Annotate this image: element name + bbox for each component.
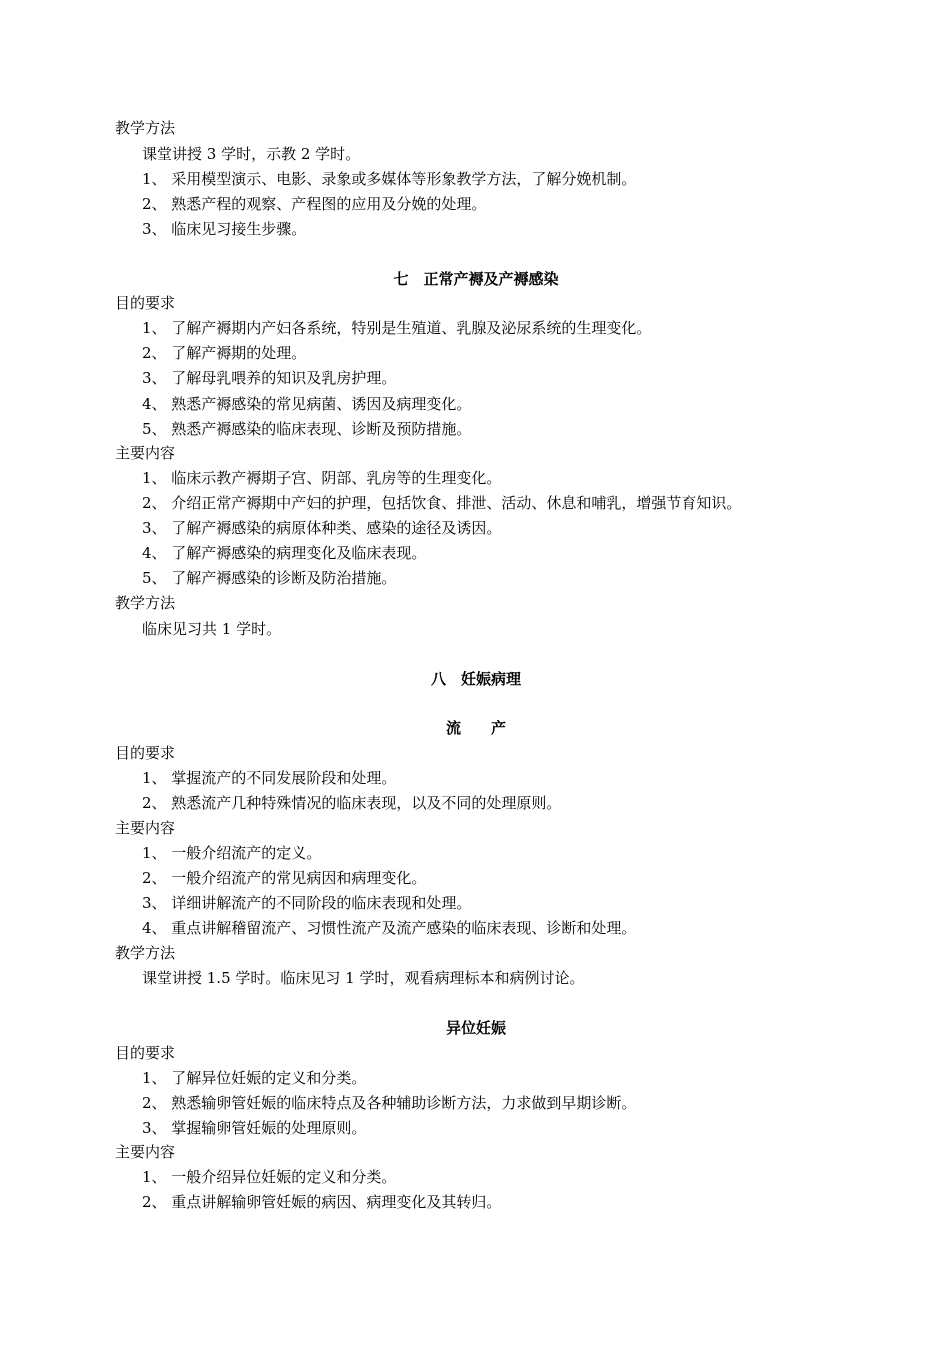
content-label: 主要内容 [115,444,176,462]
list-item: 2、 熟悉流产几种特殊情况的临床表现，以及不同的处理原则。 [142,794,562,812]
list-item: 2、 熟悉输卵管妊娠的临床特点及各种辅助诊断方法，力求做到早期诊断。 [142,1094,637,1112]
subsection-heading-ectopic: 异位妊娠 [445,1019,506,1037]
list-item: 3、 了解母乳喂养的知识及乳房护理。 [142,369,397,387]
teaching-hours-text: 课堂讲授 1.5 学时。临床见习 1 学时，观看病理标本和病例讨论。 [142,969,585,987]
goals-label: 目的要求 [115,294,176,312]
list-item: 3、 掌握输卵管妊娠的处理原则。 [142,1119,367,1137]
content-label: 主要内容 [115,819,176,837]
list-item: 1、 掌握流产的不同发展阶段和处理。 [142,769,397,787]
list-item: 4、 重点讲解稽留流产、习惯性流产及流产感染的临床表现、诊断和处理。 [142,919,637,937]
list-item: 4、 熟悉产褥感染的常见病菌、诱因及病理变化。 [142,395,472,413]
list-item: 1、 一般介绍流产的定义。 [142,844,322,862]
teaching-method-label: 教学方法 [115,594,176,612]
list-item: 1、 一般介绍异位妊娠的定义和分类。 [142,1168,397,1186]
list-item: 5、 了解产褥感染的诊断及防治措施。 [142,569,397,587]
list-item: 3、 了解产褥感染的病原体种类、感染的途径及诱因。 [142,519,502,537]
section-heading-8: 八 妊娠病理 [430,670,521,688]
list-item: 3、 临床见习接生步骤。 [142,220,307,238]
teaching-hours-text: 临床见习共 1 学时。 [142,620,282,638]
teaching-hours-text: 课堂讲授 3 学时，示教 2 学时。 [142,145,361,163]
teaching-method-label: 教学方法 [115,119,176,137]
goals-label: 目的要求 [115,1044,176,1062]
list-item: 1、 了解异位妊娠的定义和分类。 [142,1069,367,1087]
list-item: 1、 采用模型演示、电影、录象或多媒体等形象教学方法，了解分娩机制。 [142,170,637,188]
list-item: 2、 重点讲解输卵管妊娠的病因、病理变化及其转归。 [142,1193,502,1211]
teaching-method-label: 教学方法 [115,944,176,962]
list-item: 2、 了解产褥期的处理。 [142,344,307,362]
list-item: 4、 了解产褥感染的病理变化及临床表现。 [142,544,427,562]
list-item: 5、 熟悉产褥感染的临床表现、诊断及预防措施。 [142,420,472,438]
content-label: 主要内容 [115,1143,176,1161]
list-item: 2、 熟悉产程的观察、产程图的应用及分娩的处理。 [142,195,487,213]
section-heading-7: 七 正常产褥及产褥感染 [393,270,559,288]
list-item: 3、 详细讲解流产的不同阶段的临床表现和处理。 [142,894,472,912]
subsection-heading-abortion: 流 产 [445,719,506,737]
list-item: 1、 了解产褥期内产妇各系统，特别是生殖道、乳腺及泌尿系统的生理变化。 [142,319,652,337]
list-item: 2、 一般介绍流产的常见病因和病理变化。 [142,869,427,887]
list-item: 2、 介绍正常产褥期中产妇的护理，包括饮食、排泄、活动、休息和哺乳，增强节育知识。 [142,494,742,512]
goals-label: 目的要求 [115,744,176,762]
list-item: 1、 临床示教产褥期子宫、阴部、乳房等的生理变化。 [142,469,502,487]
